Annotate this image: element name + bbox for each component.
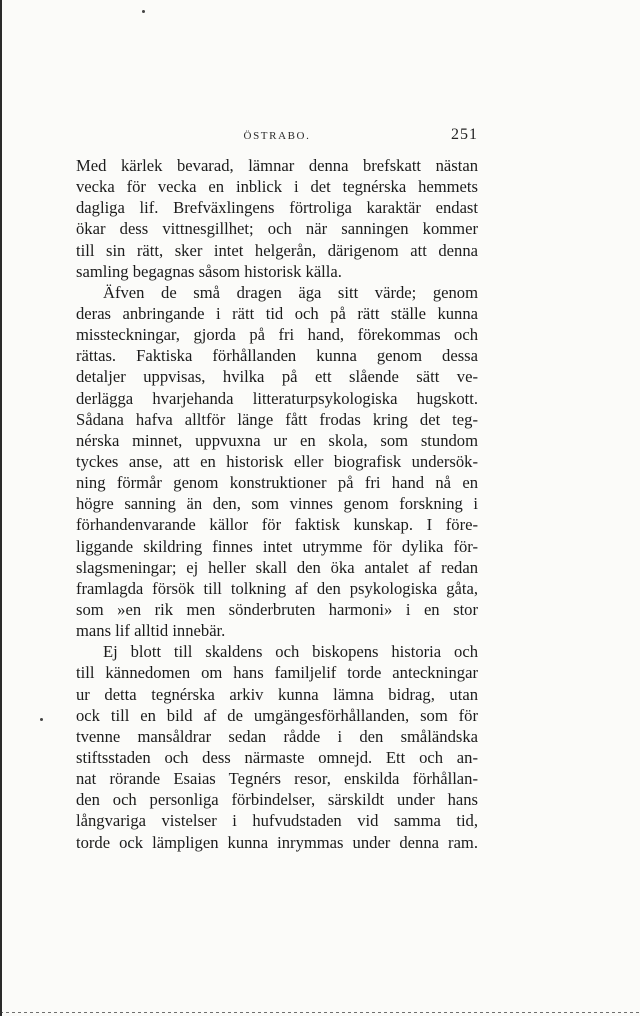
text-line: förhandenvarande källor för faktisk kunskap. I före- — [76, 515, 478, 535]
text-line: ökar dess vittnesgillhet; och när sanningen kommer — [76, 219, 478, 239]
text-line: slagsmeningar; ej heller skall den öka antalet af redan — [76, 557, 478, 577]
text-line: ock till en bild af de umgängesförhållanden, som för — [76, 705, 478, 725]
text-line: nérska minnet, uppvuxna ur en skola, som stundom — [76, 430, 478, 450]
text-line: framlagda försök till tolkning af den psykologiska gåta, — [76, 578, 478, 598]
text-line: till kännedomen om hans familjelif torde anteckningar — [76, 663, 478, 683]
text-line: till sin rätt, sker intet helgerån, därigenom att denna — [76, 240, 478, 260]
text-line: vecka för vecka en inblick i det tegnérska hemmets — [76, 177, 478, 197]
page-edge-bottom — [0, 1012, 640, 1013]
text-line: liggande skildring finnes intet utrymme för dylika för- — [76, 536, 478, 556]
text-line: den och personliga förbindelser, särskildt under hans — [76, 790, 478, 810]
text-line: högre sanning än den, som vinnes genom forskning i — [76, 494, 478, 514]
page-number: 251 — [451, 126, 478, 143]
text-line: deras anbringande i rätt tid och på rätt ställe kunna — [76, 303, 478, 323]
text-line: mans lif alltid innebär. — [76, 621, 226, 641]
text-line: torde ock lämpligen kunna inrymmas under denna ram. — [76, 832, 478, 852]
text-line: missteckningar, gjorda på fri hand, förekommas och — [76, 325, 478, 345]
text-line: Med kärlek bevarad, lämnar denna brefskatt nästan — [76, 156, 478, 175]
scan-speck — [40, 718, 43, 721]
text-line: nat rörande Esaias Tegnérs resor, enskilda förhållan- — [76, 769, 478, 789]
text-line: långvariga vistelser i hufvudstaden vid samma tid, — [76, 811, 478, 831]
text-line: samling begagnas såsom historisk källa. — [76, 261, 342, 281]
text-line: tyckes anse, att en historisk eller biografisk undersök- — [76, 451, 478, 471]
text-line: rättas. Faktiska förhållanden kunna genom dessa — [76, 346, 478, 366]
text-line: Ej blott till skaldens och biskopens historia och — [103, 642, 478, 662]
text-line: Äfven de små dragen äga sitt värde; genom — [103, 282, 478, 302]
text-line: ning förmår genom konstruktioner på fri hand nå en — [76, 473, 478, 493]
text-line: Sådana hafva alltför länge fått frodas kring det teg- — [76, 409, 478, 429]
text-line: derlägga hvarjehanda litteraturpsykologiska hugskott. — [76, 388, 478, 408]
text-line: detaljer uppvisas, hvilka på ett slående sätt ve- — [76, 367, 478, 387]
text-line: stiftsstaden och dess närmaste omnejd. Ett och an- — [76, 747, 478, 767]
text-line: ur detta tegnérska arkiv kunna lämna bidrag, utan — [76, 684, 478, 704]
text-line: som »en rik men sönderbruten harmoni» i en stor — [76, 599, 478, 619]
page-header — [76, 126, 478, 150]
page-edge-left — [0, 0, 2, 1016]
text-line: tvenne mansåldrar sedan rådde i den småländska — [76, 726, 478, 746]
text-line: dagliga lif. Brefväxlingens förtroliga karaktär endast — [76, 198, 478, 218]
body-text — [76, 155, 478, 853]
scan-speck — [142, 10, 145, 13]
running-title: ÖSTRABO. — [243, 130, 311, 142]
